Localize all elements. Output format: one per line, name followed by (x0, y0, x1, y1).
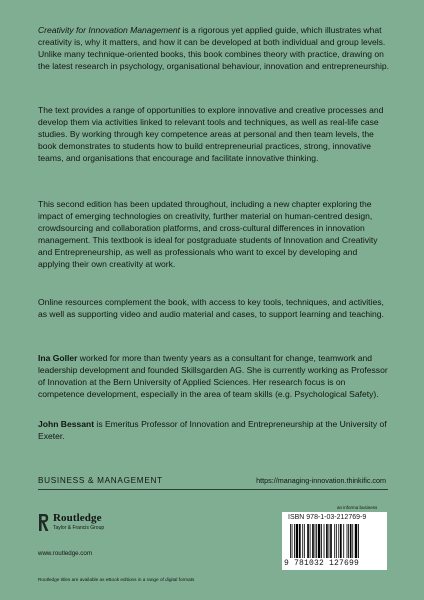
author-bio-1 (38, 352, 390, 400)
barcode-bar (347, 524, 348, 558)
blurb-paragraph-2: The text provides a range of opportunities to explore innovative and creative processes and develop them via activities linked to relevant tools and techniques, as well as real-life case studies. By working through key competence areas at personal and then team levels, the book demonstrates to students how to build entrepreneurial practices, strong, innovative teams, and organisations that encourage and facilitate innovative thinking. (38, 105, 384, 163)
barcode-bar (334, 524, 335, 558)
barcode-bar (292, 524, 293, 558)
barcode-bar (338, 524, 339, 558)
publisher-name: Routledge (53, 512, 102, 524)
isbn-text: ISBN 978-1-03-212769-9 (288, 514, 367, 521)
barcode-digits: 9 781032 127699 (284, 559, 360, 568)
subject-category: BUSINESS & MANAGEMENT (38, 476, 163, 485)
blurb-paragraph-1 (38, 24, 390, 72)
barcode-bar (352, 524, 353, 558)
blurb-paragraph-4: Online resources complement the book, with access to key tools, techniques, and activities, as well as supporting video and audio material and cases, to support learning and teaching. (38, 297, 384, 319)
barcode-bar (355, 524, 357, 558)
barcode-bar (310, 524, 311, 558)
barcode-bar (307, 524, 309, 558)
barcode-bar (294, 524, 295, 558)
barcode-bar (350, 524, 352, 558)
barcode-bar (343, 524, 344, 558)
divider (38, 489, 388, 490)
informa-tagline: an informa business (337, 505, 378, 510)
author-bio-2 (38, 418, 390, 442)
barcode-bar (312, 524, 314, 558)
barcode-bar (316, 524, 317, 558)
barcode-bar (358, 524, 359, 558)
barcode-bar (299, 524, 301, 558)
barcode-bar (326, 524, 328, 558)
publisher-group: Taylor & Francis Group (53, 525, 105, 531)
barcode-bar (296, 524, 298, 558)
blurb-paragraph-1-text: is a rigorous yet applied guide, which illustrates what creativity is, why it matters, and how it can be developed at both individual and group levels. Unlike many technique-oriented books, this book combines theory with practice, drawing on the latest research in psychology, organisational behaviour, innovation and entrepreneurship. (38, 25, 389, 71)
publisher-website: www.routledge.com (38, 550, 92, 557)
barcode-panel (282, 512, 387, 570)
blurb-paragraph-3: This second edition has been updated throughout, including a new chapter exploring the impact of emerging technologies on creativity, further material on human-centred design, crowdsourcing and collaboration platforms, and cross-cultural differences in innovation management. This textbook is ideal for postgraduate students of Innovation and Creativity and Entrepreneurship, as well as professionals who want to excel by developing and applying their own creativity at work. (38, 199, 378, 269)
author-bio-1-text: worked for more than twenty years as a consultant for change, teamwork and leadership development and founded Skillsgarden AG. She is currently working as Professor of Innovation at the Bern University of Applied Sciences. Her research focus is on competence development, especially in the area of team skills (e.g. Psychological Safety). (38, 353, 388, 399)
barcode-bar (321, 524, 322, 558)
publisher-logo (38, 512, 158, 542)
barcode-bar (329, 524, 330, 558)
ebook-note: Routledge titles are available as eBook editions in a range of digital formats (38, 577, 195, 582)
author-bio-2-text: is Emeritus Professor of Innovation and Entrepreneurship at the University of Exeter. (38, 419, 387, 441)
barcode-bar (340, 524, 342, 558)
barcode-bar (336, 524, 337, 558)
routledge-logo-icon (38, 513, 49, 532)
barcode-bar (324, 524, 325, 558)
book-title: Creativity for Innovation Management (38, 25, 181, 35)
author-name-2: John Bessant (38, 419, 95, 429)
author-name-1: Ina Goller (38, 353, 78, 363)
barcode-bar (315, 524, 316, 558)
barcode-bar (330, 524, 332, 558)
barcode-bar (348, 524, 349, 558)
barcode-icon (290, 524, 380, 558)
barcode-bar (290, 524, 291, 558)
website-url: https://managing-innovation.thinkific.com (256, 476, 386, 485)
barcode-bar (304, 524, 305, 558)
barcode-bar (302, 524, 303, 558)
barcode-bar (318, 524, 320, 558)
